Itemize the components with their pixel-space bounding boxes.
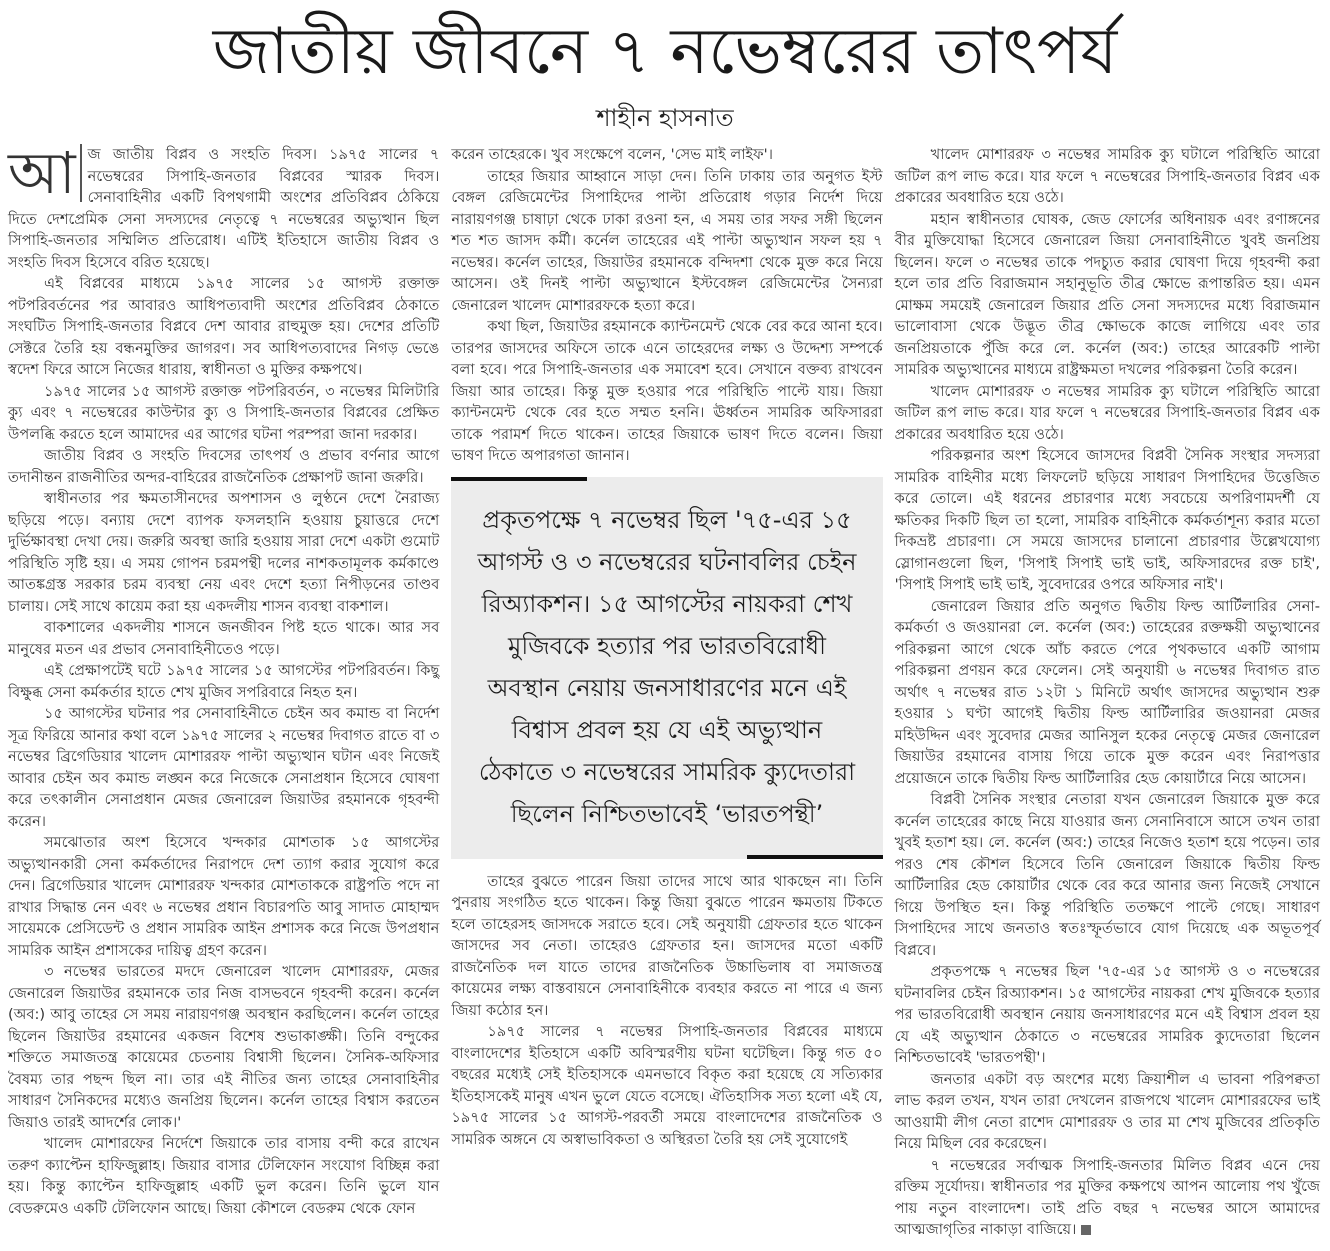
paragraph (8, 139, 440, 273)
divider (747, 855, 883, 859)
paragraph (895, 1155, 1320, 1241)
paragraph: কথা ছিল, জিয়াউর রহমানকে ক্যান্টনমেন্ট থেকে বের করে আনা হবে। তারপর জাসদের অফিসে তাকে এনে তাহেরদের লক্ষ্য ও উদ্দেশ্য সম্পর্কে বলা হবে। পরে সিপাহি-জনতার এক সমাবেশ হবে। সেখানে বক্তব্য রাখবেন জিয়া আর তাহের। কিন্তু মুক্ত হওয়ার পরে পরিস্থিতি পাল্টে যায়। জিয়া ক্যান্টনমেন্ট থেকে বের হতে সম্মত হননি। ঊর্ধ্বতন সামরিক অফিসাররা তাকে পরামর্শ দিতে থাকেন। তাহের জিয়াকে ভাষণ দিতে বলেন। জিয়া ভাষণ দিতে অপারগতা জানান। (451, 318, 883, 464)
pull-quote: প্রকৃতপক্ষে ৭ নভেম্বর ছিল '৭৫-এর ১৫ আগস্ট ও ৩ নভেম্বরের ঘটনাবলির চেইন রিঅ্যাকশন। ১৫ আগস্টের নায়করা শেখ মুজিবকে হত্যার পর ভারতবিরোধী অবস্থান নেয়ায় জনসাধারণের মনে এই বিশ্বাস প্রবল হয় যে এই অভ্যুত্থান ঠেকাতে ৩ নভেম্বরের সামরিক ক্যুদেতারা ছিলেন নিশ্চিতভাবেই ‘ভারতপন্থী’ (477, 505, 857, 828)
paragraph: বিপ্লবী সৈনিক সংস্থার নেতারা যখন জেনারেল জিয়াকে মুক্ত করে কর্নেল তাহেরের কাছে নিয়ে যাওয়ার জন্য সেনানিবাসে আসে তখন তারা খুবই হতাশ হয়। লে. কর্নেল (অব:) তাহের নিজেও হতাশ হয়ে পড়েন। তার পরও শেষ কৌশল হিসেবে তিনি জেনারেল জিয়াকে দ্বিতীয় ফিল্ড আর্টিলারির হেড কোয়ার্টার থেকে বের করে আনার জন্য নিজেই সেখানে গিয়ে উপস্থিত হন। কিন্তু পরিস্থিতি ততক্ষণে পাল্টে গেছে। সাধারণ সিপাহিদের সাথে জনতাও স্বতঃস্ফূর্তভাবে যোগ দিয়েছে এক অভূতপূর্ব বিপ্লবে। (894, 791, 1320, 959)
paragraph: স্বাধীনতার পর ক্ষমতাসীনদের অপশাসন ও লুণ্ঠনে দেশে নৈরাজ্য ছড়িয়ে পড়ে। বন্যায় দেশে ব্যাপক ফসলহানি হওয়ায় চুয়াত্তরে দেশে দুর্ভিক্ষাবস্থা দেখা দেয়। জরুরি অবস্থা জারি হওয়ায় সারা দেশে একটা গুমোট পরিস্থিতি সৃষ্টি হয়। এ সময় গোপন চরমপন্থী দলের নাশকতামূলক কর্মকাণ্ডে আতঙ্কগ্রস্ত সরকার চরম ব্যবস্থা নেয় এবং দেশে হত্যা নিপীড়নের তাণ্ডব চালায়। সেই সাথে কায়েম করা হয় একদলীয় শাসন ব্যবস্থা বাকশাল। (8, 490, 440, 615)
paragraph: জেনারেল জিয়ার প্রতি অনুগত দ্বিতীয় ফিল্ড আর্টিলারির সেনা-কর্মকর্তা ও জওয়ানরা লে. কর্নেল (অব:) তাহেরের রক্তক্ষয়ী অভ্যুত্থানের পরিকল্পনা আগে থেকে আঁচ করতে পেরে পৃথকভাবে একটি আগাম পরিকল্পনা প্রণয়ন করে ফেলেন। সেই অনুযায়ী ৬ নভেম্বর দিবাগত রাত অর্থাৎ ৭ নভেম্বর রাত ১২টা ১ মিনিটে অর্থাৎ জাসদের অভ্যুত্থান শুরু হওয়ার ১ ঘণ্টা আগেই দ্বিতীয় ফিল্ড আর্টিলারির জওয়ানরা মেজর মহিউদ্দিন এবং সুবেদার মেজর আনিসুল হকের নেতৃত্বে মেজর জেনারেল জিয়াউর রহমানের বাসায় গিয়ে তাকে মুক্ত করেন এবং নিরাপত্তার প্রয়োজনে তাকে দ্বিতীয় ফিল্ড আর্টিলারির হেড কোয়ার্টারে নিয়ে আসেন। (894, 597, 1320, 787)
paragraph: প্রকৃতপক্ষে ৭ নভেম্বর ছিল '৭৫-এর ১৫ আগস্ট ও ৩ নভেম্বরের ঘটনাবলির চেইন রিঅ্যাকশন। ১৫ আগস্টের নায়করা শেখ মুজিবকে হত্যার পর ভারতবিরোধী অবস্থান নেয়ায় জনসাধারণের মনে এই বিশ্বাস প্রবল হয় যে এই অভ্যুত্থান ঠেকাতে ৩ নভেম্বরের সামরিক ক্যুদেতারা ছিলেন নিশ্চিতভাবেই 'ভারতপন্থী'। (894, 963, 1320, 1066)
paragraph: জনতার একটা বড় অংশের মধ্যে ক্রিয়াশীল এ ভাবনা পরিপক্বতা লাভ করল তখন, যখন তারা দেখলেন রাজপথে খালেদ মোশাররফের ভাই আওয়ামী লীগ নেতা রাশেদ মোশাররফ ও তার মা শেখ মুজিবের প্রতিকৃতি নিয়ে মিছিল বের করেছেন। (894, 1070, 1320, 1152)
column-2 (451, 144, 882, 1150)
paragraph: ৩ নভেম্বর ভারতের মদদে জেনারেল খালেদ মোশাররফ, মেজর জেনারেল জিয়াউর রহমানকে তার নিজ বাসভবনে গৃহবন্দী করেন। কর্নেল (অব:) আবু তাহের সে সময় নারায়ণগঞ্জ অবস্থান করছিলেন। কর্নেল তাহের ছিলেন জিয়াউর রহমানের একজন বিশেষ শুভাকাঙ্ক্ষী। তিনি বন্দুকের শক্তিতে সমাজতন্ত্র কায়েমের চেতনায় বিশ্বাসী ছিলেন। সৈনিক-অফিসার বৈষম্য তার পছন্দ ছিল না। তার এই নীতির জন্য তাহের সেনাবাহিনীর সাধারণ সৈনিকদের মধ্যেও জনপ্রিয় ছিলেন। কর্নেল তাহের বিশ্বাস করতেন জিয়াও তারই আদর্শের লোক।' (8, 963, 440, 1131)
paragraph: এই বিপ্লবের মাধ্যমে ১৯৭৫ সালের ১৫ আগস্ট রক্তাক্ত পটপরিবর্তনের পর আবারও আধিপত্যবাদী অংশের প্রতিবিপ্লব ঠেকাতে সংঘটিত সিপাহি-জনতার বিপ্লবে দেশ আবার রাহুমুক্ত হয়। দেশের প্রতিটি সেক্টরে তৈরি হয় বন্ধনমুক্তির জাগরণ। সব আধিপত্যবাদের নিগড় ভেঙে স্বদেশ ফিরে আসে নিজের ধারায়, স্বাধীনতা ও মুক্তির কক্ষপথে। (8, 275, 440, 378)
paragraph: জাতীয় বিপ্লব ও সংহতি দিবসের তাৎপর্য ও প্রভাব বর্ণনার আগে তদানীন্তন রাজনীতির অন্দর-বাহিরের রাজনৈতিক প্রেক্ষাপট জানা জরুরি। (8, 447, 440, 486)
end-mark-icon (1081, 1225, 1091, 1235)
paragraph: এই প্রেক্ষাপটেই ঘটে ১৯৭৫ সালের ১৫ আগস্টের পটপরিবর্তন। কিছু বিক্ষুব্ধ সেনা কর্মকর্তার হাতে শেখ মুজিব সপরিবারে নিহত হন। (8, 662, 440, 701)
paragraph: করেন তাহেরকে। খুব সংক্ষেপে বলেন, 'সেভ মাই লাইফ'। (451, 146, 773, 163)
pull-quote-box (451, 477, 882, 859)
paragraph: সমঝোতার অংশ হিসেবে খন্দকার মোশতাক ১৫ আগস্টের অভ্যুত্থানকারী সেনা কর্মকর্তাদের নিরাপদে দেশ ত্যাগ করার সুযোগ করে দেন। ব্রিগেডিয়ার খালেদ মোশাররফ খন্দকার মোশতাককে রাষ্ট্রপতি পদে না রাখার সিদ্ধান্ত নেন এবং ৬ নভেম্বর প্রধান বিচারপতি আবু সাদাত মোহাম্মদ সায়েমকে প্রেসিডেন্ট ও প্রধান সামরিক আইন প্রশাসক করে নিজে উপপ্রধান সামরিক আইন প্রশাসকের দায়িত্ব গ্রহণ করেন। (8, 834, 440, 959)
column-1 (8, 139, 440, 1219)
paragraph: খালেদ মোশারফের নির্দেশে জিয়াকে তার বাসায় বন্দী করে রাখেন তরুণ ক্যাপ্টেন হাফিজুল্লাহ। জিয়ার বাসার টেলিফোন সংযোগ বিচ্ছিন্ন করা হয়। কিন্তু ক্যাপ্টেন হাফিজুল্লাহ একটি ভুল করেন। তিনি ভুলে যান বেডরুমেও একটি টেলিফোন আছে। জিয়া কৌশলে বেডরুম থেকে ফোন (8, 1135, 440, 1217)
paragraph: খালেদ মোশাররফ ৩ নভেম্বর সামরিক ক্যু ঘটালে পরিস্থিতি আরো জটিল রূপ লাভ করে। যার ফলে ৭ নভেম্বরের সিপাহি-জনতার বিপ্লব এক প্রকারের অবধারিত হয়ে ওঠে। (894, 146, 1320, 206)
paragraph: বাকশালের একদলীয় শাসনে জনজীবন পিষ্ট হতে থাকে। আর সব মানুষের মতন এর প্রভাব সেনাবাহিনীতেও পড়ে। (8, 619, 440, 658)
divider (451, 477, 587, 481)
paragraph-text: জ জাতীয় বিপ্লব ও সংহতি দিবস। ১৯৭৫ সালের ৭ নভেম্বরের সিপাহি-জনতার বিপ্লবের স্মারক দিবস। সেনাবাহিনীর একটি বিপথগামী অংশের প্রতিবিপ্লব ঠেকিয়ে দিতে দেশপ্রেমিক সেনা সদস্যদের নেতৃত্বে ৭ নভেম্বরের অভ্যুত্থান ছিল সিপাহি-জনতার সম্মিলিত প্রতিরোধ। এটিই ইতিহাসে জাতীয় বিপ্লব ও সংহতি দিবস হিসেবে বরিত হয়েছে। (8, 146, 440, 271)
paragraph: পরিকল্পনার অংশ হিসেবে জাসদের বিপ্লবী সৈনিক সংস্থার সদস্যরা সামরিক বাহিনীর মধ্যে লিফলেট ছড়িয়ে সাধারণ সিপাহিদের উত্তেজিত করে তোলে। এই ধরনের প্রচারণার মধ্যে সবচেয়ে অপরিণামদর্শী যে ক্ষতিকর দিকটি ছিল তা হলো, সামরিক বাহিনীকে কর্মকর্তাশূন্য করার মতো দিকভ্রষ্ট প্রচারণা। সে সময়ে জাসদের চালানো প্রচারণার উল্লেখযোগ্য স্লোগানগুলো ছিল, 'সিপাই সিপাই ভাই ভাই, অফিসারদের রক্ত চাই', 'সিপাই সিপাই ভাই ভাই, সুবেদারের ওপরে অফিসার নাই'। (894, 447, 1320, 593)
paragraph: ১৯৭৫ সালের ১৫ আগস্ট রক্তাক্ত পটপরিবর্তন, ৩ নভেম্বর মিলিটারি ক্যু এবং ৭ নভেম্বরের কাউন্টার ক্যু ও সিপাহি-জনতার বিপ্লবের প্রেক্ষিত উপলব্ধি করতে হলে আমাদের এর আগের ঘটনা পরম্পরা জানা দরকার। (8, 382, 440, 443)
article-title: জাতীয় জীবনে ৭ নভেম্বরের তাৎপর্য (212, 15, 1118, 89)
paragraph: তাহের জিয়ার আহ্বানে সাড়া দেন। তিনি ঢাকায় তার অনুগত ইস্ট বেঙ্গল রেজিমেন্টের সিপাহিদের পাল্টা প্রতিরোধ গড়ার নির্দেশ দিয়ে নারায়ণগঞ্জ চাষাঢ়া থেকে ঢাকা রওনা হন, এ সময় তার সফর সঙ্গী ছিলেন শত শত জাসদ কর্মী। কর্নেল তাহেরের এই পাল্টা অভ্যুত্থান সফল হয় ৭ নভেম্বর। কর্নেল তাহের, জিয়াউর রহমানকে বন্দিদশা থেকে মুক্ত করে নিয়ে আসেন। ওই দিনই পাল্টা অভ্যুত্থানে ইস্টবেঙ্গল রেজিমেন্টের সৈন্যরা জেনারেল খালেদ মোশাররফকে হত্যা করে। (451, 167, 883, 314)
paragraph: খালেদ মোশাররফ ৩ নভেম্বর সামরিক ক্যু ঘটালে পরিস্থিতি আরো জটিল রূপ লাভ করে। যার ফলে ৭ নভেম্বরের সিপাহি-জনতার বিপ্লব এক প্রকারের অবধারিত হয়ে ওঠে। (894, 382, 1320, 443)
article-header (0, 0, 1330, 136)
paragraph: তাহের বুঝতে পারেন জিয়া তাদের সাথে আর থাকছেন না। তিনি পুনরায় সংগঠিত হতে থাকেন। কিন্তু জিয়া বুঝতে পারেন ক্ষমতায় টিকতে হলে তাহেরসহ জাসদকে সরাতে হবে। সেই অনুযায়ী গ্রেফতার হতে থাকেন জাসদের সব নেতা। তাহেরও গ্রেফতার হন। জাসদের মতো একটি রাজনৈতিক দল যাতে তাদের রাজনৈতিক উচ্চাভিলাষ বা সমাজতন্ত্র কায়েমের লক্ষ্য বাস্তবায়নে সেনাবাহিনীকে ব্যবহার করতে না পারে এ জন্য জিয়া কঠোর হন। (451, 872, 883, 1019)
paragraph-text: ৭ নভেম্বরের সর্বাত্মক সিপাহি-জনতার মিলিত বিপ্লব এনে দেয় রক্তিম সূর্যোদয়। স্বাধীনতার পর মুক্তির কক্ষপথে আপন আলোয় পথ খুঁজে পায় নতুন বাংলাদেশ। তাই প্রতি বছর ৭ নভেম্বর আসে আমাদের আত্মজাগৃতির নাকাড়া বাজিয়ে। (894, 1156, 1320, 1238)
column-3 (895, 144, 1320, 1241)
author-byline: শাহীন হাসনাত (596, 104, 734, 132)
paragraph: ১৯৭৫ সালের ৭ নভেম্বর সিপাহি-জনতার বিপ্লবের মাধ্যমে বাংলাদেশের ইতিহাসে একটি অবিস্মরণীয় ঘটনা ঘটেছিল। কিন্তু গত ৫০ বছরের মধ্যেই সেই ইতিহাসকে এমনভাবে বিকৃত করা হয়েছে যে সত্যিকার ইতিহাসকেই মানুষ এখন ভুলে যেতে বসেছে। ঐতিহাসিক সত্য হলো এই যে, ১৯৭৫ সালের ১৫ আগস্ট-পরবর্তী সময়ে বাংলাদেশের রাজনৈতিক ও সামরিক অঙ্গনে যে অস্বাভাবিকতা ও অস্থিরতা তৈরি হয় সেই সুযোগেই (451, 1023, 883, 1148)
article-columns (0, 136, 1330, 1251)
paragraph: ১৫ আগস্টের ঘটনার পর সেনাবাহিনীতে চেইন অব কমান্ড বা নির্দেশ সূত্র ফিরিয়ে আনার কথা বলে ১৯৭৫ সালের ২ নভেম্বর দিবাগত রাতে বা ৩ নভেম্বর ব্রিগেডিয়ার খালেদ মোশাররফ পাল্টা অভ্যুত্থান ঘটান এবং নিজেই আবার চেইন অব কমান্ড লঙ্ঘন করে নিজেকে সেনাপ্রধান হিসেবে ঘোষণা করে তৎকালীন সেনাপ্রধান মেজর জেনারেল জিয়াউর রহমানকে গৃহবন্দী করেন। (8, 705, 440, 830)
drop-cap: আ (8, 144, 82, 202)
paragraph: মহান স্বাধীনতার ঘোষক, জেড ফোর্সের অধিনায়ক এবং রণাঙ্গনের বীর মুক্তিযোদ্ধা হিসেবে জেনারেল জিয়া সেনাবাহিনীতে খুবই জনপ্রিয় ছিলেন। ফলে ৩ নভেম্বর তাকে পদচ্যুত করার ঘোষণা দিয়ে গৃহবন্দী করা হলে তার প্রতি বিরাজমান সহানুভূতি তীব্র ক্ষোভে রূপান্তরিত হয়। এমন মোক্ষম সময়েই জেনারেল জিয়ার প্রতি সেনা সদস্যদের মধ্যে বিরাজমান ভালোবাসা থেকে উদ্ভূত তীব্র ক্ষোভকে কাজে লাগিয়ে এবং তার জনপ্রিয়তাকে পুঁজি করে লে. কর্নেল (অব:) তাহের আরেকটি পাল্টা সামরিক অভ্যুত্থানের মাধ্যমে রাষ্ট্রক্ষমতা দখলের পরিকল্পনা তৈরি করেন। (894, 210, 1320, 378)
